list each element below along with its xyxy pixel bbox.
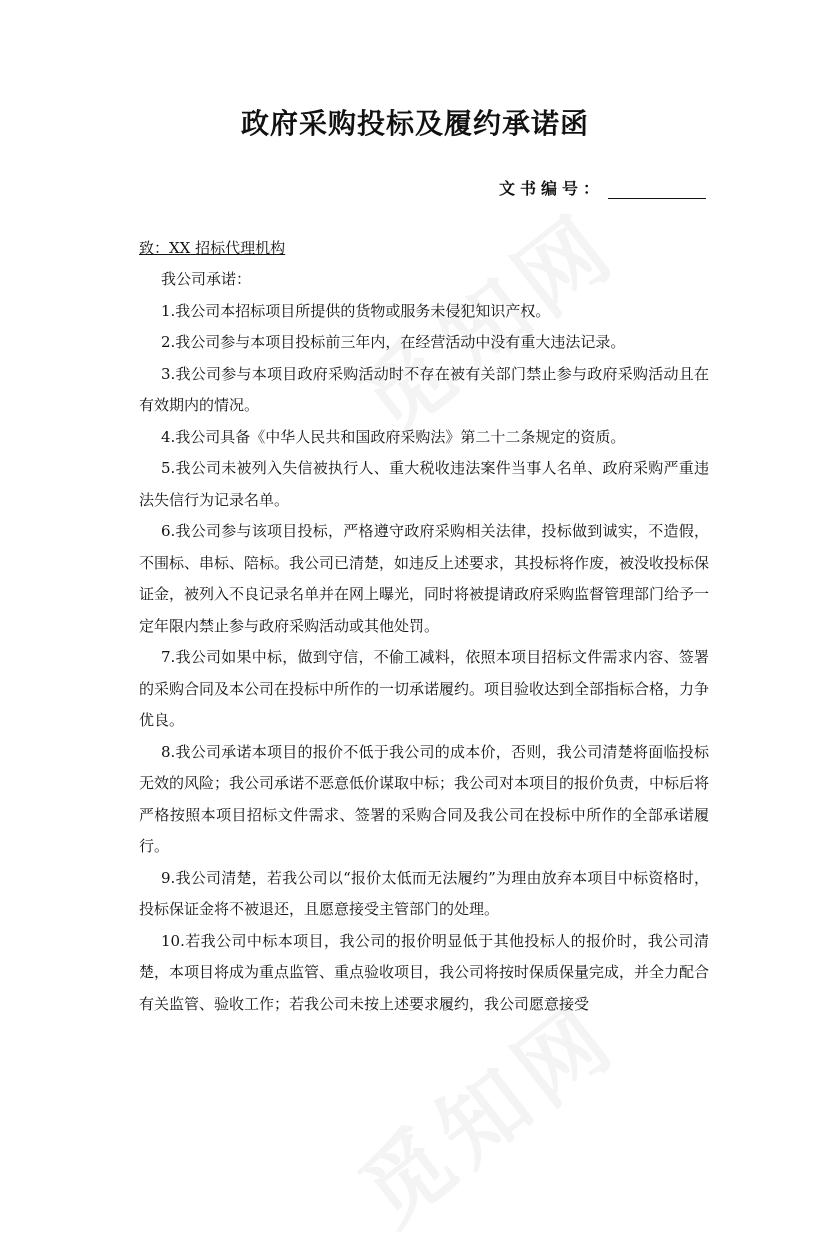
paragraph: 9.我公司清楚，若我公司以“报价太低而无法履约”为理由放弃本项目中标资格时，投标保证金将不被退还，且愿意接受主管部门的处理。	[139, 868, 709, 918]
paragraph: 10.若我公司中标本项目，我公司的报价明显低于其他投标人的报价时，我公司清楚，本项目将成为重点监管、重点验收项目，我公司将按时保质保量完成，并全力配合有关监管、验收工作；若我公司未按上述要求履约，我公司愿意接受	[139, 931, 710, 1013]
paragraph: 3.我公司参与本项目政府采购活动时不存在被有关部门禁止参与政府采购活动且在有效期内的情况。	[139, 364, 709, 414]
paragraph: 2.我公司参与本项目投标前三年内，在经营活动中没有重大违法记录。	[161, 333, 626, 351]
page-title: 政府采购投标及履约承诺函	[240, 107, 589, 140]
paragraph: 6.我公司参与该项目投标，严格遵守政府采购相关法律，投标做到诚实，不造假，不围标、串标、陪标。我公司已清楚，如违反上述要求，其投标将作废，被没收投标保证金，被列入不良记录名单并在网上曝光，同时将被提请政府采购监督管理部门给予一定年限内禁止参与政府采购活动或其他处罚。	[139, 522, 710, 635]
paragraph: 7.我公司如果中标，做到守信，不偷工减料，依照本项目招标文件需求内容、签署的采购合同及本公司在投标中所作的一切承诺履约。项目验收达到全部指标合格，力争优良。	[139, 648, 710, 729]
document-body	[139, 264, 709, 1020]
paragraph: 4.我公司具备《中华人民共和国政府采购法》第二十二条规定的资质。	[161, 427, 626, 446]
paragraph: 1.我公司本招标项目所提供的货物或服务未侵犯知识产权。	[161, 301, 551, 320]
doc-number-label: 文书编号：	[498, 179, 604, 198]
recipient: 致：XX 招标代理机构	[139, 239, 286, 257]
doc-number-field[interactable]	[608, 180, 706, 199]
paragraph: 5.我公司未被列入失信被执行人、重大税收违法案件当事人名单、政府采购严重违法失信行为记录名单。	[139, 459, 709, 509]
paragraph: 8.我公司承诺本项目的报价不低于我公司的成本价，否则，我公司清楚将面临投标无效的风险；我公司承诺不恶意低价谋取中标；我公司对本项目的报价负责，中标后将严格按照本项目招标文件需求、签署的采购合同及我公司在投标中所作的全部承诺履行。	[139, 742, 710, 855]
paragraph: 我公司承诺：	[161, 270, 252, 288]
doc-number	[499, 176, 706, 199]
